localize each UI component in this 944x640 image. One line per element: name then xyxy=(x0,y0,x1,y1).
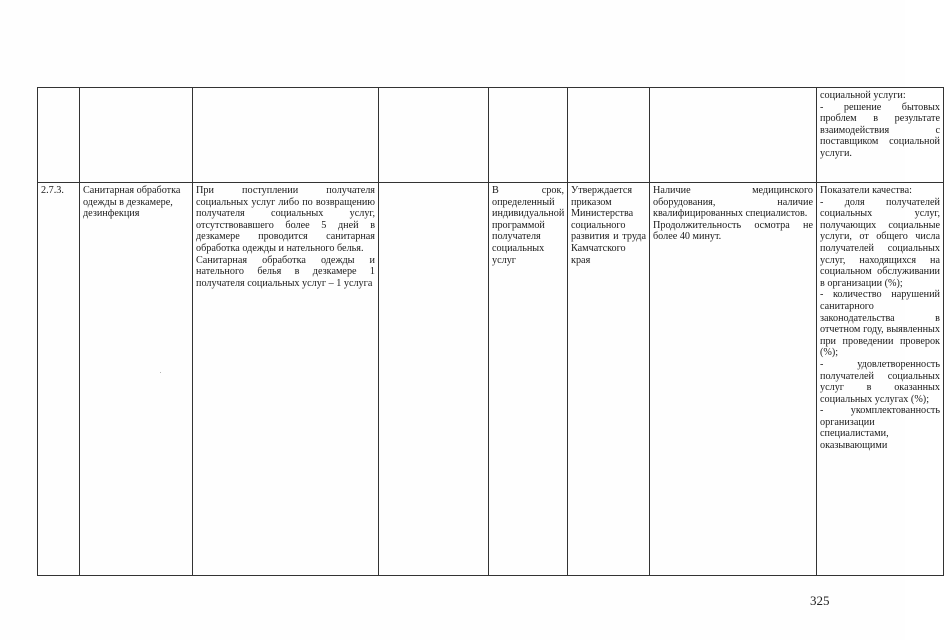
table-cell xyxy=(650,88,817,183)
table-cell xyxy=(379,88,489,183)
table-row-previous xyxy=(38,88,944,183)
services-table xyxy=(37,87,944,576)
table-cell xyxy=(38,88,80,183)
table-cell xyxy=(80,88,193,183)
service-description-cell: При поступлении получателя социальных услуг либо по возвращению получателя социальных услуг, отсутствовавшего более 5 дней в дезкамере проводится санитарная обработка одежды и нательного белья. Санитарная обработка одежды и нательного белья в дезкамере 1 получателя социальных услуг – 1 услуга xyxy=(193,183,379,576)
empty-cell xyxy=(379,183,489,576)
table-cell xyxy=(193,88,379,183)
page-number: 325 xyxy=(810,593,830,608)
approval-cell: Утверждается приказом Министерства социального развития и труда Камчатского края xyxy=(568,183,650,576)
service-name-cell: Санитарная обработка одежды в дезкамере, дезинфекция xyxy=(80,183,193,576)
row-number-cell: 2.7.3. xyxy=(38,183,80,576)
table-row-2-7-3 xyxy=(38,183,944,576)
scan-speck xyxy=(160,372,161,373)
quality-indicators-cell: Показатели качества: - доля получателей социальных услуг, получающих социальные услуги, от общего числа получателей социальных услуг, находящихся на социальном обслуживании в организации (%); - количество нарушений санитарного законодательства в отчетном году, выявленных при проведении проверок (%); - удовлетворенность получателей социальных услуг в оказанных социальных услугах (%); - укомплектованность организации специалистами, оказывающими xyxy=(817,183,944,576)
table-cell xyxy=(489,88,568,183)
table-cell xyxy=(568,88,650,183)
conditions-cell: Наличие медицинского оборудования, наличие квалифицированных специалистов. Продолжительность осмотра не более 40 минут. xyxy=(650,183,817,576)
term-cell: В срок, определенный индивидуальной программой получателя социальных услуг xyxy=(489,183,568,576)
previous-quality-cell: социальной услуги: - решение бытовых проблем в результате взаимодействия с поставщиком социальной услуги. xyxy=(817,88,944,183)
